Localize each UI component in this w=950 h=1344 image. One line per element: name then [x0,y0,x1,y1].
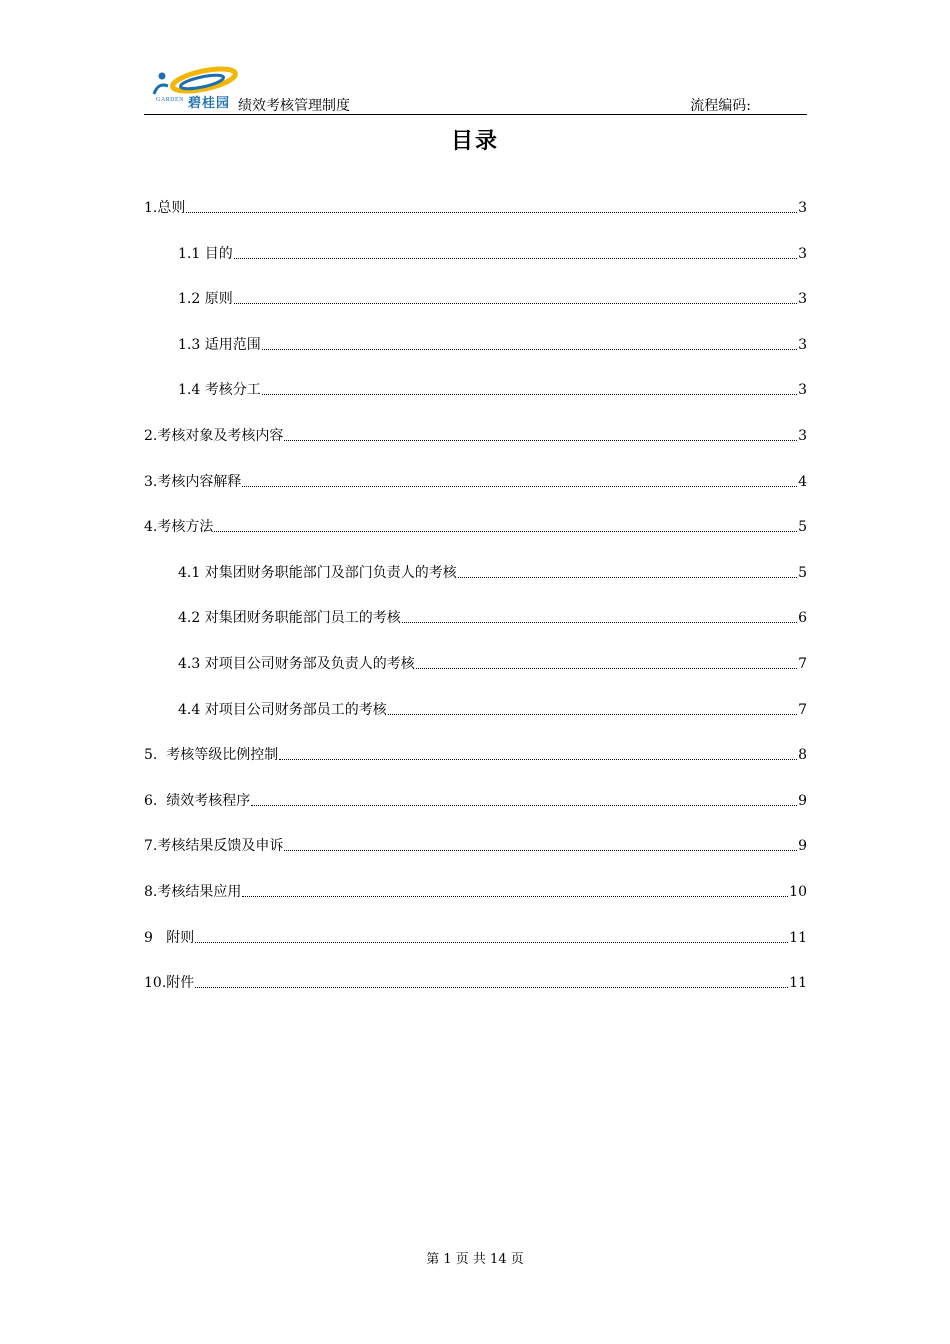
toc-entry-page-number: 11 [789,929,807,946]
toc-entry-page-number: 3 [798,291,807,308]
toc-dot-leader [242,486,797,487]
toc-dot-leader [388,714,797,715]
toc-entry[interactable] [144,516,807,538]
toc-entry-page-number: 3 [798,200,807,216]
toc-entry-label: 4.2 对集团财务职能部门员工的考核 [178,610,401,627]
toc-dot-leader [234,303,797,304]
toc-entry[interactable] [178,288,807,310]
toc-entry[interactable] [178,653,807,675]
toc-entry[interactable] [144,744,807,766]
toc-entry-page-number: 11 [789,975,807,992]
toc-entry-page-number: 3 [798,428,807,444]
toc-entry-page-number: 10 [789,884,807,900]
toc-dot-leader [195,987,788,988]
toc-dot-leader [195,942,788,943]
toc-entry-page-number: 5 [798,564,807,581]
company-logo [144,64,244,110]
toc-dot-leader [242,896,788,897]
toc-entry[interactable] [178,607,807,629]
toc-entry-page-number: 6 [798,610,807,627]
toc-entry[interactable] [178,699,807,721]
toc-dot-leader [416,668,797,669]
toc-entry-label: 5. 考核等级比例控制 [144,747,279,764]
logo-sub-text: GARDEN [156,97,184,103]
toc-entry-label: 10.附件 [144,975,195,992]
toc-dot-leader [458,577,797,578]
toc-entry[interactable] [144,425,807,447]
toc-entry-label: 4.3 对项目公司财务部及负责人的考核 [178,656,415,672]
toc-entry-page-number: 9 [798,838,807,855]
toc-entry-label: 6. 绩效考核程序 [144,792,251,809]
toc-dot-leader [234,258,797,259]
toc-entry-page-number: 5 [798,519,807,536]
toc-entry-page-number: 3 [798,336,807,353]
toc-entry-label: 3.考核内容解释 [144,473,242,490]
toc-dot-leader [284,850,797,851]
toc-entry-label: 1.总则 [144,200,186,216]
toc-entry-label: 2.考核对象及考核内容 [144,428,284,444]
toc-entry-label: 1.1 目的 [178,245,233,262]
toc-dot-leader [262,349,797,350]
toc-entry[interactable] [144,790,807,812]
document-title: 绩效考核管理制度 [238,98,350,114]
toc-entry-page-number: 9 [798,792,807,809]
toc-entry[interactable] [144,471,807,493]
toc-entry-label: 1.3 适用范围 [178,336,261,353]
logo-text: 碧桂园 [188,96,231,111]
process-code-label: 流程编码: [690,98,751,114]
toc-entry-label: 4.4 对项目公司财务部员工的考核 [178,701,387,718]
toc-dot-leader [214,531,797,532]
toc-entry-label: 9 附则 [144,929,195,946]
toc-entry[interactable] [178,562,807,584]
toc-entry-page-number: 3 [798,245,807,262]
toc-heading: 目录 [450,129,499,154]
toc-entry-page-number: 4 [798,473,807,490]
toc-entry-page-number: 7 [798,656,807,672]
toc-entry-page-number: 7 [798,701,807,718]
toc-entry[interactable] [144,881,807,903]
toc-entry[interactable] [144,197,807,219]
toc-dot-leader [279,759,797,760]
toc-entry-label: 7.考核结果反馈及申诉 [144,838,284,855]
toc-entry-label: 1.4 考核分工 [178,382,261,399]
toc-entry-label: 4.考核方法 [144,519,214,536]
toc-entry[interactable] [178,379,807,401]
toc-entry[interactable] [144,972,807,994]
toc-entry-label: 1.2 原则 [178,291,233,308]
toc-dot-leader [262,394,797,395]
toc-dot-leader [251,805,797,806]
toc-entry[interactable] [144,835,807,857]
toc-entry-page-number: 3 [798,382,807,399]
toc-entry[interactable] [144,927,807,949]
page-footer: 第 1 页 共 14 页 [426,1252,524,1267]
toc-entry[interactable] [178,243,807,265]
page-header [144,64,807,115]
toc-dot-leader [186,212,797,213]
toc-dot-leader [402,622,797,623]
toc-entry-page-number: 8 [798,747,807,764]
toc-dot-leader [284,440,797,441]
toc-entry[interactable] [178,334,807,356]
toc-entry-label: 8.考核结果应用 [144,884,242,900]
toc-entry-label: 4.1 对集团财务职能部门及部门负责人的考核 [178,564,457,581]
